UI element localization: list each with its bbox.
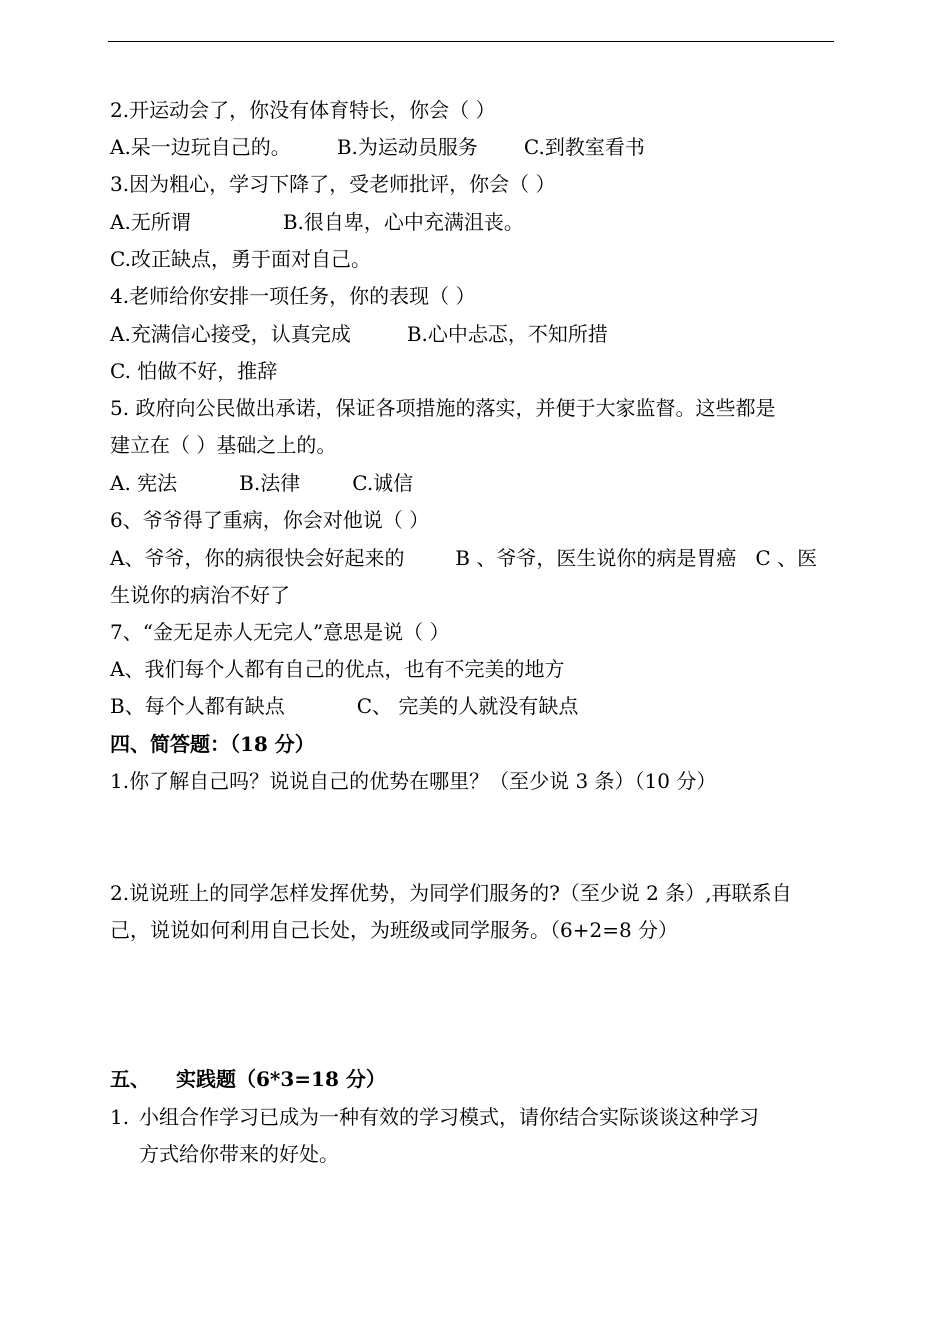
q7-option-b: B、每个人都有缺点 [110,694,285,718]
q2-option-b: B.为运动员服务 [336,135,478,159]
q5-option-b: B.法律 [239,471,301,495]
section4-heading: 四、简答题：（18 分） [110,732,315,756]
header-rule [108,41,834,42]
q4-options-ab [110,320,608,348]
section5-heading-text: 实践题（6*3=18 分） [176,1067,386,1091]
section5-q1-line1: 小组合作学习已成为一种有效的学习模式，请你结合实际谈谈这种学习 [139,1105,759,1129]
q3-option-a: A.无所谓 [110,210,191,234]
q3-option-c: C.改正缺点，勇于面对自己。 [110,247,371,271]
q2-stem: 2.开运动会了，你没有体育特长，你会（ ） [110,98,496,122]
section4-q2-line2: 己，说说如何利用自己长处，为班级或同学服务。（6+2=8 分） [110,918,679,942]
q7-option-c: C、 完美的人就没有缺点 [356,694,579,718]
q3-options-ab [110,208,524,236]
q2-option-a: A.呆一边玩自己的。 [110,135,291,159]
q3-option-b: B.很自卑，心中充满沮丧。 [282,210,524,234]
q7-option-a: A、我们每个人都有自己的优点，也有不完美的地方 [110,657,565,681]
q4-option-b: B.心中忐忑，不知所措 [406,322,608,346]
q5-option-a: A. 宪法 [110,471,178,495]
q6-options-line1: A、爷爷，你的病很快会好起来的 B 、爷爷，医生说你的病是胃癌 C 、医 [110,546,818,570]
q6-stem: 6、爷爷得了重病，你会对他说（ ） [110,508,430,532]
q3-stem: 3.因为粗心，学习下降了，受老师批评，你会（ ） [110,172,556,196]
section4-q1: 1.你了解自己吗？说说自己的优势在哪里？（至少说 3 条）（10 分） [110,769,717,793]
q4-stem: 4.老师给你安排一项任务，你的表现（ ） [110,284,476,308]
q6-options-line2: 生说你的病治不好了 [110,583,290,607]
q5-stem-line2: 建立在（ ）基础之上的。 [110,433,337,457]
section5-q1-number: 1. [110,1105,130,1129]
q4-option-a: A.充满信心接受，认真完成 [110,322,351,346]
section4-q2-line1: 2.说说班上的同学怎样发挥优势，为同学们服务的?（至少说 2 条）,再联系自 [110,881,792,905]
q2-options [110,133,645,161]
q7-stem: 7、“金无足赤人无完人”意思是说（ ） [110,620,450,644]
q7-options-bc [110,692,578,720]
section5-heading-number: 五、 [110,1067,150,1091]
q5-option-c: C.诚信 [352,471,414,495]
section5-heading [110,1065,386,1093]
q5-options [110,469,413,497]
q2-option-c: C.到教室看书 [523,135,645,159]
section5-q1-line2: 方式给你带来的好处。 [139,1142,339,1166]
q4-option-c: C. 怕做不好，推辞 [110,359,278,383]
q5-stem-line1: 5. 政府向公民做出承诺，保证各项措施的落实，并便于大家监督。这些都是 [110,396,776,420]
